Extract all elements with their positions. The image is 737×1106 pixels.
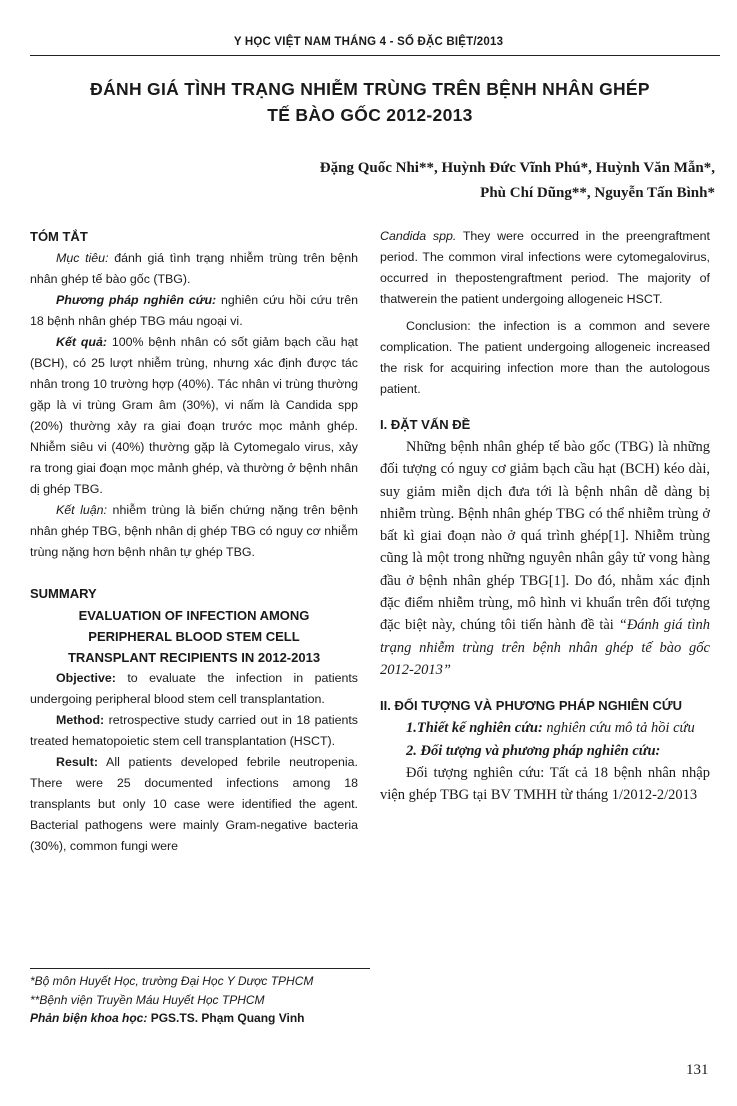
authors-line-2: Phù Chí Dũng**, Nguyễn Tấn Bình* xyxy=(480,185,715,201)
ket-luan-text: nhiễm trùng là biến chứng nặng trên bệnh nhân ghép TBG, bệnh nhân dị ghép TBG có nguy cơ nhiễm trùng nặng hơn bệnh nhân tự ghép TBG. xyxy=(30,503,358,559)
summary-title-line-2: PERIPHERAL BLOOD STEM CELL xyxy=(88,629,300,644)
left-column xyxy=(30,226,358,857)
ket-luan-paragraph xyxy=(30,500,358,563)
section2-sub1 xyxy=(380,717,710,739)
footnotes xyxy=(30,972,370,1028)
authors-line-1: Đặng Quốc Nhi**, Huỳnh Đức Vĩnh Phú*, Huỳnh Văn Mẫn*, xyxy=(319,160,715,176)
conclusion-paragraph: Conclusion: the infection is a common and severe complication. The patient undergoing allogeneic increased the risk for acquiring infection more than the autologous patient. xyxy=(380,319,710,396)
muc-tieu-label: Mục tiêu: xyxy=(56,251,109,265)
title-line-2: TẾ BÀO GỐC 2012-2013 xyxy=(267,105,473,125)
right-column xyxy=(380,226,710,806)
summary-heading: SUMMARY xyxy=(30,586,97,601)
running-header: Y HỌC VIỆT NAM THÁNG 4 - SỐ ĐẶC BIỆT/2013 xyxy=(233,36,504,48)
objective-paragraph xyxy=(30,668,358,710)
article-title xyxy=(40,76,700,128)
authors xyxy=(320,156,715,206)
pp-label: Phương pháp nghiên cứu: xyxy=(56,293,217,307)
muc-tieu-text: đánh giá tình trạng nhiễm trùng trên bệnh nhân ghép tế bào gốc (TBG). xyxy=(30,251,358,286)
result-continued-paragraph xyxy=(380,226,710,310)
result-label: Result: xyxy=(56,755,98,769)
pp-text: nghiên cứu hồi cứu trên 18 bệnh nhân ghép TBG máu ngoại vi. xyxy=(30,293,358,328)
tom-tat-heading: TÓM TẮT xyxy=(30,229,88,244)
section2-sub2: 2. Đối tượng và phương pháp nghiên cứu: xyxy=(406,742,661,759)
sub1-label: 1.Thiết kế nghiên cứu: xyxy=(406,720,543,737)
reviewer-label: Phản biện khoa học: xyxy=(30,1011,148,1025)
section1-heading: I. ĐẶT VẤN ĐỀ xyxy=(380,417,471,432)
title-line-1: ĐÁNH GIÁ TÌNH TRẠNG NHIỄM TRÙNG TRÊN BỆNH NHÂN GHÉP xyxy=(90,79,650,99)
summary-title xyxy=(30,605,358,668)
footnote-2: **Bệnh viện Truyền Máu Huyết Học TPHCM xyxy=(30,992,265,1007)
result-text: All patients developed febrile neutropenia. There were 25 documented infections among 18 transplants but only 10 case were identified the agent. Bacterial pathogens were mainly Gram-negative bacteria (30%), common fungi were xyxy=(30,755,358,853)
section2-text: Đối tượng nghiên cứu: Tất cả 18 bệnh nhân nhập viện ghép TBG tại BV TMHH từ tháng 1/2012-2/2013 xyxy=(380,764,710,804)
footnote-1: *Bộ môn Huyết Học, trường Đại Học Y Dược TPHCM xyxy=(30,974,314,988)
method-text: retrospective study carried out in 18 patients treated hematopoietic stem cell transplantation (HSCT). xyxy=(30,713,358,748)
summary-title-line-1: EVALUATION OF INFECTION AMONG xyxy=(78,608,310,623)
summary-title-line-3: TRANSPLANT RECIPIENTS IN 2012-2013 xyxy=(67,650,321,665)
result-italic: Candida spp. xyxy=(380,229,457,243)
footnote-rule xyxy=(30,968,370,969)
method-paragraph xyxy=(30,710,358,752)
ket-qua-label: Kết quả: xyxy=(56,335,107,349)
objective-text: to evaluate the infection in patients undergoing peripheral blood stem cell transplantation. xyxy=(30,671,358,706)
section1-text: Những bệnh nhân ghép tế bào gốc (TBG) là những đối tượng có nguy cơ giảm bạch cầu hạt (BCH) kéo dài, suy giảm miễn dịch đưa tới là bệnh nhân dễ dàng bị nhiễm trùng. Bệnh nhân ghép TBG có thể nhiễm trùng ở bất kì giai đoạn nào ở quá trình ghép[1]. Nhiễm trùng cũng là một trong những nguyên nhân gây tử vong hàng đầu ở bệnh nhân ghép TBG[1]. Do đó, nhằm xác định đặc điểm nhiễm trùng, mô hình vi khuẩn trên đối tượng đặc biệt này, chúng tôi tiến hành đề tài xyxy=(380,439,710,634)
ket-qua-paragraph xyxy=(30,332,358,500)
objective-label: Objective: xyxy=(56,671,116,685)
section2-heading: II. ĐỐI TƯỢNG VÀ PHƯƠNG PHÁP NGHIÊN CỨU xyxy=(380,698,683,714)
result-text-2: They were occurred in the preengraftment period. The common viral infections were cytomegalovirus, occurred in thepostengraftment period. The majority of thatwerein the patient undergoing allogeneic HSCT. xyxy=(380,229,710,306)
sub1-text: nghiên cứu mô tả hồi cứu xyxy=(542,720,695,737)
method-label: Method: xyxy=(56,713,105,727)
section1-quote: “Đánh giá tình trạng nhiễm trùng trên bệnh nhân ghép tế bào gốc 2012-2013” xyxy=(380,617,710,678)
ket-luan-label: Kết luận: xyxy=(56,503,108,517)
reviewer-line xyxy=(30,1009,370,1028)
reviewer-name: PGS.TS. Phạm Quang Vinh xyxy=(147,1011,305,1025)
header-rule xyxy=(30,55,720,56)
section1-paragraph xyxy=(380,436,710,681)
pp-paragraph xyxy=(30,290,358,332)
ket-qua-text: 100% bệnh nhân có sốt giảm bạch cầu hạt (BCH), có 25 lượt nhiễm trùng, nhưng xác định được tác nhân trong 10 trường hợp (40%). Tác nhân vi trùng thường gặp là vi trùng Gram âm (30%), vi nấm là Candida spp (20%) thường xảy ra giai đoạn trước mọc mảnh ghép. Nhiễm siêu vi (40%) thường gặp là Cytomegalo virus, xảy ra trong giai đoạn mọc mảnh ghép, và thường ở bệnh nhân dị ghép TBG. xyxy=(30,335,358,496)
muc-tieu-paragraph xyxy=(30,248,358,290)
page-number: 131 xyxy=(686,1062,709,1078)
result-paragraph xyxy=(30,752,358,857)
